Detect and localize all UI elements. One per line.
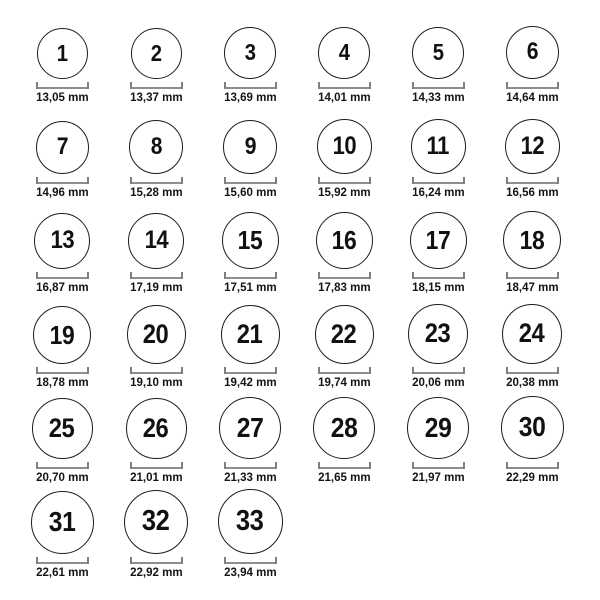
ruler-line bbox=[414, 467, 463, 469]
diameter-ruler bbox=[412, 367, 465, 374]
ring-size-number: 6 bbox=[526, 38, 538, 66]
diameter-ruler bbox=[130, 177, 183, 184]
ring-size-number: 27 bbox=[236, 411, 264, 443]
diameter-label: 21,01 mm bbox=[129, 469, 183, 484]
ring-size-cell bbox=[109, 297, 203, 392]
ruler-line bbox=[414, 182, 463, 184]
ring-size-cell bbox=[15, 12, 109, 107]
ring-size-cell bbox=[391, 202, 485, 297]
ring-size-number: 1 bbox=[56, 39, 68, 66]
ring-size-number: 25 bbox=[49, 412, 75, 443]
ring-size-cell bbox=[203, 12, 297, 107]
ring-circle bbox=[36, 121, 89, 174]
diameter-label: 14,96 mm bbox=[35, 184, 89, 199]
ruler-line bbox=[38, 277, 87, 279]
diameter-label: 19,42 mm bbox=[223, 374, 277, 389]
diameter-ruler bbox=[506, 82, 559, 89]
ring-circle bbox=[126, 398, 187, 459]
diameter-ruler bbox=[130, 82, 183, 89]
diameter-label: 22,29 mm bbox=[505, 469, 559, 484]
ring-size-number: 26 bbox=[143, 412, 169, 443]
ring-size-number: 4 bbox=[338, 39, 350, 66]
ring-size-number: 29 bbox=[424, 411, 452, 443]
ring-size-number: 15 bbox=[237, 225, 263, 256]
ring-size-cell bbox=[297, 202, 391, 297]
ring-circle bbox=[33, 306, 91, 364]
ring-size-number: 16 bbox=[331, 225, 357, 256]
diameter-ruler bbox=[412, 272, 465, 279]
ring-size-number: 17 bbox=[425, 225, 451, 256]
ruler-line bbox=[414, 87, 463, 89]
ring-size-cell bbox=[203, 297, 297, 392]
ring-size-cell bbox=[297, 107, 391, 202]
diameter-label: 23,94 mm bbox=[223, 564, 277, 579]
ring-size-number: 19 bbox=[49, 319, 75, 350]
ring-circle bbox=[501, 396, 564, 459]
diameter-label: 20,38 mm bbox=[505, 374, 559, 389]
diameter-label: 14,01 mm bbox=[317, 89, 371, 104]
ring-circle bbox=[313, 397, 375, 459]
diameter-ruler bbox=[36, 272, 89, 279]
ring-size-number: 7 bbox=[56, 133, 68, 161]
ring-size-cell bbox=[15, 487, 109, 582]
ring-size-number: 20 bbox=[143, 318, 169, 349]
diameter-ruler bbox=[36, 177, 89, 184]
ring-circle bbox=[37, 28, 88, 79]
ring-circle bbox=[34, 213, 90, 269]
ring-size-cell bbox=[203, 487, 297, 582]
diameter-ruler bbox=[318, 367, 371, 374]
ruler-line bbox=[38, 182, 87, 184]
ring-size-cell bbox=[297, 297, 391, 392]
diameter-ruler bbox=[412, 177, 465, 184]
diameter-label: 18,47 mm bbox=[505, 279, 559, 294]
diameter-ruler bbox=[224, 82, 277, 89]
ring-size-number: 33 bbox=[236, 504, 264, 537]
ring-size-number: 5 bbox=[432, 39, 444, 66]
diameter-label: 19,74 mm bbox=[317, 374, 371, 389]
ring-size-number: 21 bbox=[237, 318, 263, 349]
ring-size-number: 11 bbox=[426, 131, 450, 160]
ring-circle bbox=[411, 119, 466, 174]
ring-circle bbox=[317, 119, 372, 174]
diameter-ruler bbox=[318, 272, 371, 279]
ring-size-cell bbox=[109, 202, 203, 297]
ruler-line bbox=[132, 372, 181, 374]
diameter-label: 15,28 mm bbox=[129, 184, 183, 199]
ruler-line bbox=[132, 277, 181, 279]
ruler-line bbox=[320, 467, 369, 469]
diameter-label: 18,78 mm bbox=[35, 374, 89, 389]
diameter-ruler bbox=[130, 462, 183, 469]
ruler-line bbox=[226, 277, 275, 279]
ruler-line bbox=[226, 467, 275, 469]
ring-size-number: 32 bbox=[142, 505, 170, 538]
ruler-line bbox=[508, 87, 557, 89]
diameter-ruler bbox=[130, 557, 183, 564]
ring-size-cell bbox=[203, 202, 297, 297]
ring-size-number: 2 bbox=[150, 39, 162, 66]
ring-circle bbox=[131, 28, 182, 79]
ring-size-cell bbox=[485, 107, 579, 202]
ruler-line bbox=[38, 372, 87, 374]
ring-size-cell bbox=[109, 12, 203, 107]
ring-circle bbox=[407, 397, 469, 459]
ring-size-cell bbox=[391, 12, 485, 107]
ring-size-cell bbox=[109, 487, 203, 582]
ring-size-number: 10 bbox=[332, 131, 356, 160]
diameter-label: 20,70 mm bbox=[35, 469, 89, 484]
ring-circle bbox=[315, 305, 374, 364]
ruler-line bbox=[414, 372, 463, 374]
ring-circle bbox=[129, 120, 183, 174]
diameter-ruler bbox=[36, 82, 89, 89]
ring-circle bbox=[124, 490, 188, 554]
diameter-label: 13,69 mm bbox=[223, 89, 277, 104]
diameter-label: 17,83 mm bbox=[317, 279, 371, 294]
ring-size-number: 23 bbox=[425, 318, 451, 349]
diameter-label: 17,19 mm bbox=[129, 279, 183, 294]
ring-size-number: 8 bbox=[150, 132, 162, 160]
ruler-line bbox=[508, 372, 557, 374]
diameter-label: 15,92 mm bbox=[317, 184, 371, 199]
ring-size-number: 3 bbox=[244, 39, 256, 66]
ring-circle bbox=[31, 491, 94, 554]
diameter-label: 21,97 mm bbox=[411, 469, 465, 484]
ruler-line bbox=[320, 277, 369, 279]
diameter-label: 21,33 mm bbox=[223, 469, 277, 484]
ring-size-cell bbox=[15, 392, 109, 487]
ring-circle bbox=[506, 26, 559, 79]
ring-size-cell bbox=[15, 107, 109, 202]
diameter-ruler bbox=[318, 82, 371, 89]
diameter-ruler bbox=[506, 367, 559, 374]
diameter-label: 22,92 mm bbox=[129, 564, 183, 579]
ring-circle bbox=[218, 489, 283, 554]
ring-circle bbox=[318, 27, 370, 79]
ruler-line bbox=[132, 562, 181, 564]
ruler-line bbox=[226, 562, 275, 564]
ring-circle bbox=[408, 304, 468, 364]
ring-circle bbox=[503, 211, 561, 269]
ring-circle bbox=[223, 120, 277, 174]
ruler-line bbox=[38, 467, 87, 469]
ring-size-number: 9 bbox=[244, 132, 256, 160]
diameter-ruler bbox=[412, 82, 465, 89]
ruler-line bbox=[132, 182, 181, 184]
ruler-line bbox=[320, 372, 369, 374]
diameter-ruler bbox=[36, 557, 89, 564]
ring-size-cell bbox=[297, 392, 391, 487]
ring-circle bbox=[410, 212, 467, 269]
ruler-line bbox=[320, 182, 369, 184]
ring-size-number: 14 bbox=[144, 226, 168, 255]
ruler-line bbox=[508, 277, 557, 279]
ruler-line bbox=[226, 182, 275, 184]
ring-circle bbox=[222, 212, 279, 269]
ruler-line bbox=[320, 87, 369, 89]
ring-circle bbox=[128, 213, 184, 269]
ring-size-number: 18 bbox=[519, 224, 545, 255]
diameter-label: 14,33 mm bbox=[411, 89, 465, 104]
ruler-line bbox=[226, 87, 275, 89]
diameter-label: 21,65 mm bbox=[317, 469, 371, 484]
diameter-label: 20,06 mm bbox=[411, 374, 465, 389]
ruler-line bbox=[508, 182, 557, 184]
ring-size-cell bbox=[203, 392, 297, 487]
ring-size-number: 22 bbox=[331, 318, 357, 349]
diameter-label: 16,24 mm bbox=[411, 184, 465, 199]
ring-size-cell bbox=[109, 392, 203, 487]
ring-size-number: 30 bbox=[518, 411, 546, 443]
diameter-label: 22,61 mm bbox=[35, 564, 89, 579]
ring-size-cell bbox=[485, 392, 579, 487]
diameter-label: 16,87 mm bbox=[35, 279, 89, 294]
ring-circle bbox=[219, 397, 281, 459]
ruler-line bbox=[226, 372, 275, 374]
ruler-line bbox=[132, 87, 181, 89]
ring-size-number: 28 bbox=[330, 411, 358, 443]
diameter-ruler bbox=[224, 367, 277, 374]
ring-circle bbox=[505, 119, 560, 174]
diameter-ruler bbox=[506, 177, 559, 184]
diameter-ruler bbox=[318, 177, 371, 184]
ring-size-cell bbox=[15, 297, 109, 392]
ring-size-number: 31 bbox=[48, 506, 76, 538]
ring-size-cell bbox=[391, 107, 485, 202]
diameter-ruler bbox=[506, 462, 559, 469]
ring-size-cell bbox=[203, 107, 297, 202]
diameter-ruler bbox=[130, 367, 183, 374]
diameter-ruler bbox=[224, 177, 277, 184]
ring-size-cell bbox=[485, 12, 579, 107]
diameter-ruler bbox=[412, 462, 465, 469]
diameter-ruler bbox=[318, 462, 371, 469]
ring-size-number: 13 bbox=[50, 226, 74, 255]
ring-circle bbox=[224, 27, 276, 79]
ruler-line bbox=[132, 467, 181, 469]
ring-size-cell bbox=[391, 297, 485, 392]
ring-size-cell bbox=[109, 107, 203, 202]
ring-size-cell bbox=[391, 392, 485, 487]
diameter-ruler bbox=[36, 462, 89, 469]
diameter-label: 13,37 mm bbox=[129, 89, 183, 104]
ring-size-cell bbox=[15, 202, 109, 297]
ring-size-cell bbox=[297, 12, 391, 107]
ring-circle bbox=[32, 398, 93, 459]
diameter-label: 19,10 mm bbox=[129, 374, 183, 389]
diameter-ruler bbox=[224, 557, 277, 564]
ring-circle bbox=[127, 305, 186, 364]
diameter-label: 13,05 mm bbox=[35, 89, 89, 104]
ruler-line bbox=[414, 277, 463, 279]
ruler-line bbox=[508, 467, 557, 469]
diameter-ruler bbox=[130, 272, 183, 279]
diameter-label: 16,56 mm bbox=[505, 184, 559, 199]
ring-size-number: 12 bbox=[520, 131, 544, 160]
diameter-ruler bbox=[224, 462, 277, 469]
ring-circle bbox=[316, 212, 373, 269]
ruler-line bbox=[38, 87, 87, 89]
ring-circle bbox=[412, 27, 464, 79]
diameter-ruler bbox=[224, 272, 277, 279]
ring-size-cell bbox=[485, 297, 579, 392]
ring-size-number: 24 bbox=[519, 318, 545, 349]
ruler-line bbox=[38, 562, 87, 564]
diameter-label: 18,15 mm bbox=[411, 279, 465, 294]
ring-circle bbox=[221, 305, 280, 364]
ring-size-cell bbox=[485, 202, 579, 297]
diameter-ruler bbox=[506, 272, 559, 279]
ring-circle bbox=[502, 304, 562, 364]
diameter-label: 14,64 mm bbox=[505, 89, 559, 104]
diameter-label: 17,51 mm bbox=[223, 279, 277, 294]
diameter-label: 15,60 mm bbox=[223, 184, 277, 199]
diameter-ruler bbox=[36, 367, 89, 374]
